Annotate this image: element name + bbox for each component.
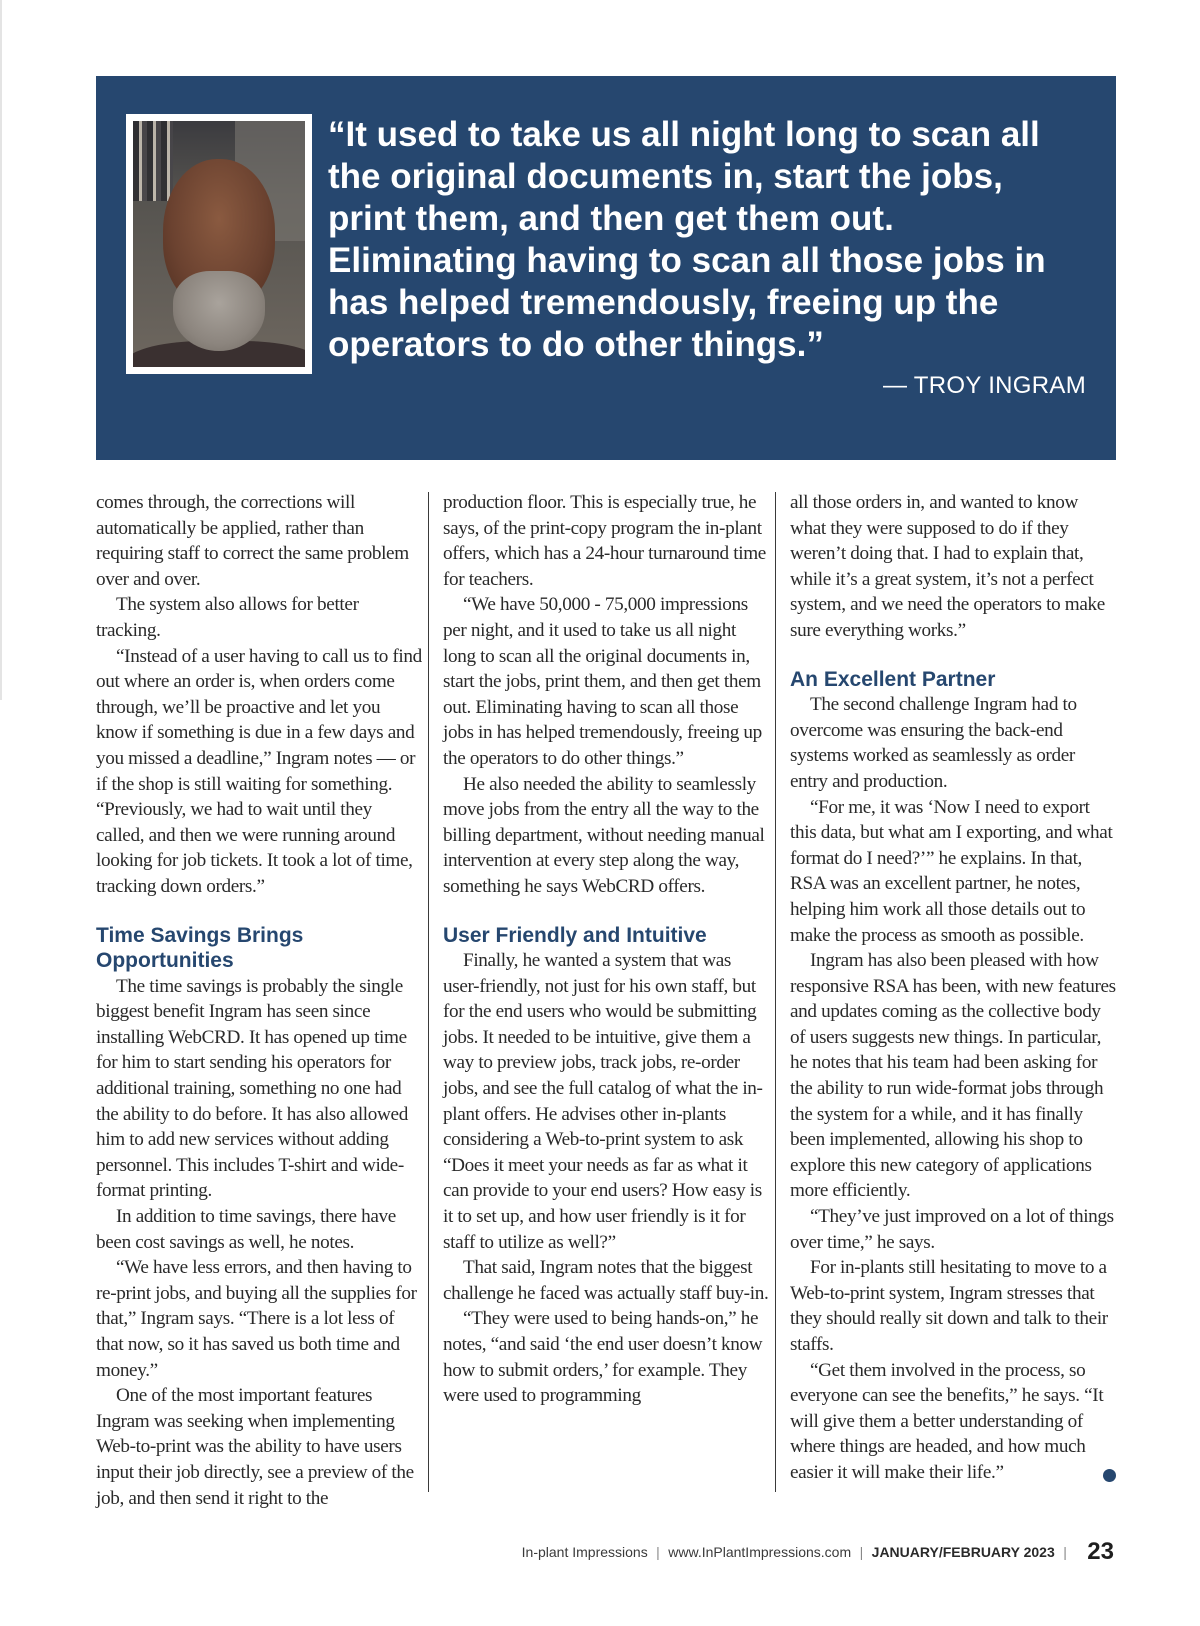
column-divider [428,492,429,1492]
page-footer [0,1538,1114,1566]
paragraph: In addition to time savings, there have been cost savings as well, he notes. [96,1206,396,1253]
page-edge-rule [0,0,2,700]
pull-quote-text: “It used to take us all night long to scan all the original documents in, start the jobs, print them, and then get them out. Eliminating having to scan all those jobs in has helped tremendously, freeing up the operators to do other things.” [328,115,1046,364]
footer-separator: | [656,1544,660,1560]
paragraph: The second challenge Ingram had to overcome was ensuring the back-end systems worked as seamlessly as order entry and production. [790,694,1077,792]
section-heading: User Friendly and Intuitive [443,923,707,947]
paragraph: Finally, he wanted a system that was user-friendly, not just for his own staff, but for the end users who would be submitting jobs. It needed to be intuitive, give them a way to preview jobs, track jobs, re-order jobs, and see the full catalog of what the in-plant offers. He advises other in-plants considering a Web-to-print system to ask “Does it meet your needs as far as what it can provide to your end users? How easy is it to set up, and how user friendly is it for staff to utilize as well?” [443,950,763,1253]
paragraph: all those orders in, and wanted to know what they were supposed to do if they weren’t doing that. I had to explain that, while it’s a great system, it’s not a perfect system, and we need the operators to make sure everything works.” [790,492,1105,641]
paragraph: “We have 50,000 - 75,000 impressions per night, and it used to take us all night long to scan all the original documents in, start the jobs, print them, and then get them out. Eliminating having to scan all those jobs in has helped tremendously, freeing up the operators to do other things.” [443,594,762,769]
paragraph: One of the most important features Ingram was seeking when implementing Web-to-print was the ability to have users input their job directly, see a preview of the job, and then send it right to the [96,1385,414,1509]
paragraph: The system also allows for better tracking. [96,594,359,641]
paragraph: “We have less errors, and then having to re-print jobs, and buying all the supplies for that,” Ingram says. “There is a lot less of that now, so it has saved us both time and money.” [96,1257,417,1381]
article-column-3 [790,490,1116,1486]
paragraph: Ingram has also been pleased with how responsive RSA has been, with new features and updates coming as the collective body of users suggests new things. In particular, he notes that his team had been asking for the ability to run wide-format jobs through the system for a while, and it has finally been implemented, allowing his shop to explore this new category of applications more efficiently. [790,950,1116,1202]
website-link[interactable]: www.InPlantImpressions.com [668,1544,852,1560]
footer-separator: | [1063,1544,1067,1560]
end-of-article-mark [1103,1469,1116,1482]
pull-quote-attribution: — TROY INGRAM [882,372,1086,399]
portrait-photo [126,114,312,374]
paragraph: The time savings is probably the single biggest benefit Ingram has seen since installing WebCRD. It has opened up time for him to start sending his operators for additional training, something no one had the ability to do before. It has also allowed him to add new services without adding personnel. This includes T-shirt and wide-format printing. [96,975,408,1202]
paragraph: comes through, the corrections will automatically be applied, rather than requiring staff to correct the same problem over and over. [96,492,409,590]
article-column-2 [443,490,769,1409]
portrait-image [133,121,305,367]
page-number: 23 [1087,1538,1114,1565]
column-divider [775,492,776,1492]
paragraph: “For me, it was ‘Now I need to export this data, but what am I exporting, and what format do I need?’” he explains. In that, RSA was an excellent partner, he notes, helping him work all those details out to make the process as smooth as possible. [790,796,1113,946]
paragraph: production floor. This is especially true, he says, of the print-copy program the in-plant offers, which has a 24-hour turnaround time for teachers. [443,492,766,590]
paragraph: For in-plants still hesitating to move to a Web-to-print system, Ingram stresses that they should really sit down and talk to their staffs. [790,1257,1108,1355]
paragraph: “Get them involved in the process, so everyone can see the benefits,” he says. “It will give them a better understanding of where things are headed, and how much easier it will make their life.” [790,1359,1104,1483]
article-column-1 [96,490,422,1511]
paragraph: That said, Ingram notes that the biggest challenge he faced was actually staff buy-in. [443,1257,769,1304]
paragraph: “They’ve just improved on a lot of things over time,” he says. [790,1206,1114,1253]
paragraph: “Instead of a user having to call us to find out where an order is, when orders come through, we’ll be proactive and let you know if something is due in a few days and you missed a deadline,” Ingram notes — or if the shop is still waiting for something. “Previously, we had to wait until they called, and then we were running around looking for job tickets. It took a lot of time, tracking down orders.” [96,645,422,897]
section-heading: Time Savings Brings Opportunities [96,923,304,973]
issue-date: JANUARY/FEBRUARY 2023 [871,1544,1055,1560]
footer-separator: | [859,1544,864,1560]
paragraph: He also needed the ability to seamlessly move jobs from the entry all the way to the billing department, without needing manual intervention at every step along the way, something he says WebCRD offers. [443,773,765,897]
publication-name: In-plant Impressions [521,1544,648,1560]
section-heading: An Excellent Partner [790,667,996,691]
pull-quote-banner [96,76,1116,460]
paragraph: “They were used to being hands-on,” he notes, “and said ‘the end user doesn’t know how to submit orders,’ for example. They were used to programming [443,1308,763,1407]
